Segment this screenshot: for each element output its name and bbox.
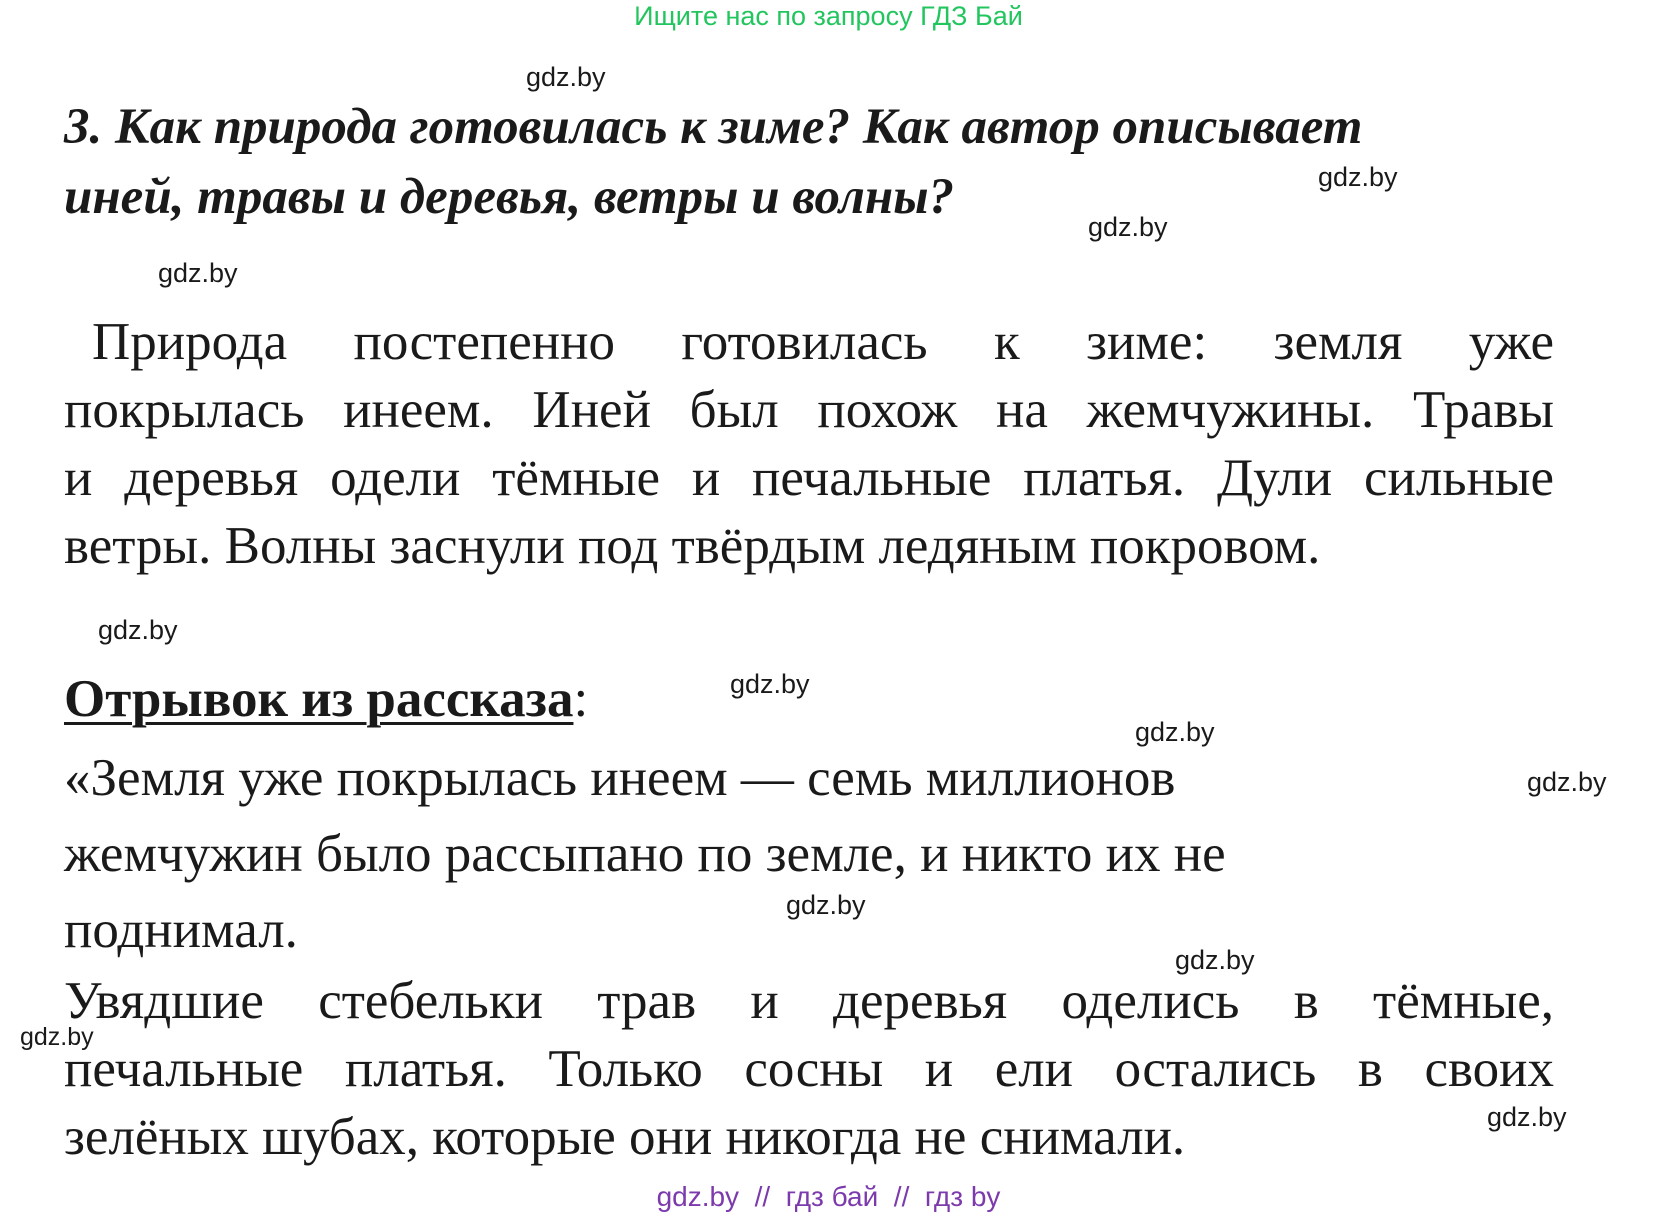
- watermark: gdz.by: [1487, 1102, 1567, 1132]
- watermark: gdz.by: [1175, 945, 1255, 975]
- question-line: 3. Как природа готовилась к зиме? Как автор описывает: [64, 99, 1363, 155]
- answer-line: Природа постепенно готовилась к зиме: земля уже: [92, 313, 1554, 371]
- excerpt-paragraph-1: [64, 740, 1554, 968]
- watermark: gdz.by: [730, 669, 810, 699]
- footer-watermark: gdz.by // гдз бай // гдз by: [656, 1181, 1001, 1212]
- excerpt-line: поднимал.: [64, 901, 298, 959]
- watermark: gdz.by: [1135, 717, 1215, 747]
- answer-line: покрылась инеем. Иней был похож на жемчужины. Травы: [64, 381, 1554, 439]
- answer-paragraph: [64, 308, 1554, 580]
- top-banner: Ищите нас по запросу ГДЗ Бай: [634, 1, 1023, 31]
- watermark: gdz.by: [98, 615, 178, 645]
- excerpt-line: «Земля уже покрылась инеем — семь миллионов: [64, 749, 1176, 807]
- answer-line: и деревья одели тёмные и печальные платья. Дули сильные: [64, 449, 1554, 507]
- excerpt-line: Увядшие стебельки трав и деревья оделись в тёмные,: [64, 972, 1554, 1030]
- answer-line: ветры. Волны заснули под твёрдым ледяным покровом.: [64, 517, 1321, 575]
- watermark: gdz.by: [526, 62, 606, 92]
- excerpt-line: жемчужин было рассыпано по земле, и никто их не: [64, 825, 1226, 883]
- watermark: gdz.by: [1318, 162, 1398, 192]
- question-line: иней, травы и деревья, ветры и волны?: [64, 169, 955, 225]
- excerpt-paragraph-2: [64, 967, 1554, 1171]
- excerpt-heading: [64, 668, 588, 730]
- watermark: gdz.by: [1527, 767, 1607, 797]
- excerpt-line: печальные платья. Только сосны и ели остались в своих: [64, 1040, 1554, 1098]
- excerpt-heading-label: Отрывок из рассказа: [64, 670, 574, 728]
- watermark: gdz.by: [1088, 212, 1168, 242]
- watermark: gdz.by: [786, 890, 866, 920]
- excerpt-heading-colon: :: [573, 670, 589, 728]
- watermark: gdz.by: [158, 258, 238, 288]
- excerpt-line: зелёных шубах, которые они никогда не снимали.: [64, 1108, 1186, 1166]
- watermark: gdz.by: [20, 1023, 94, 1051]
- question-heading: [64, 92, 1544, 232]
